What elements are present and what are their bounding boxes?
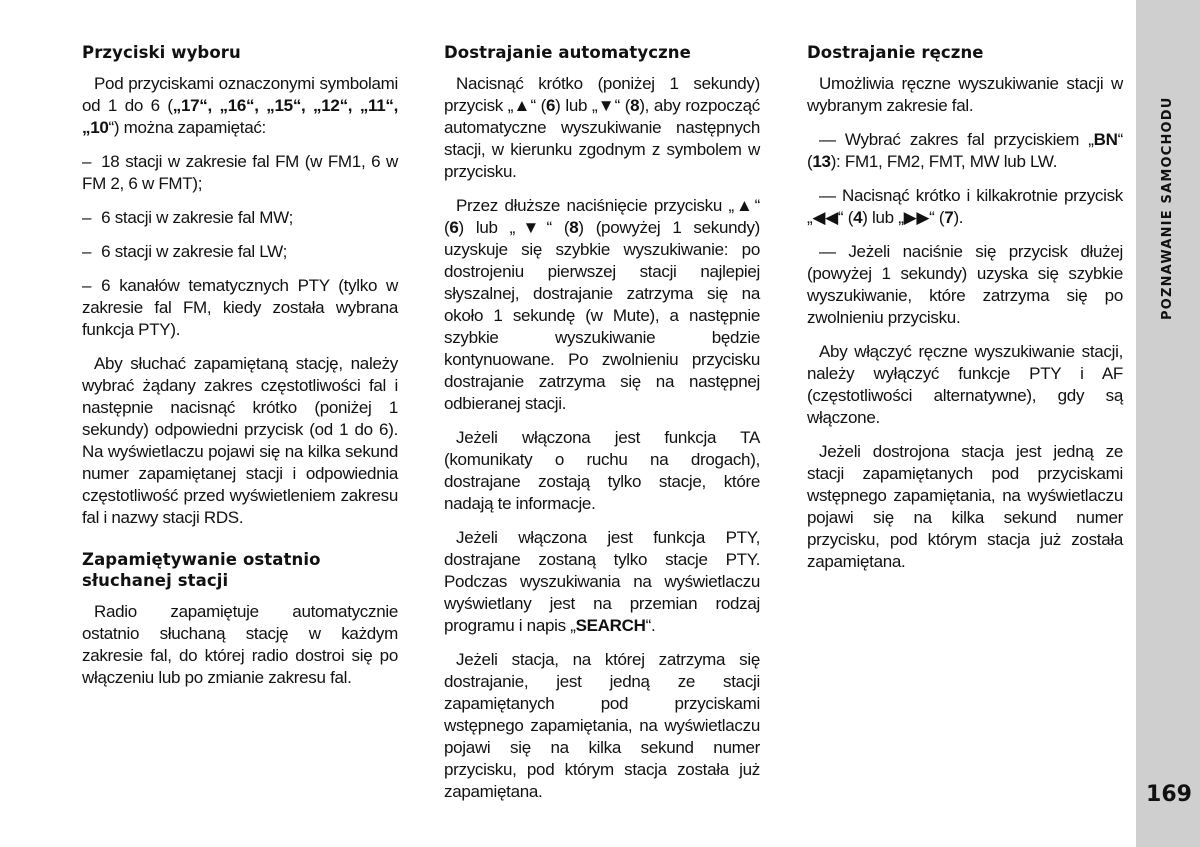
paragraph-last-station: Radio zapamiętuje automatycznie ostatnio słuchaną stację w każdym zakresie fal, do której radio dostroi się po włączeniu lub po zmianie zakresu fal.	[82, 602, 398, 687]
paragraph-preset-buttons: Pod przyciskami oznaczonymi symbolami od 1 do 6 („17“, „16“, „15“, „12“, „11“, „10“) można zapamiętać:	[82, 74, 399, 137]
column-left	[82, 42, 398, 701]
list-item: – 6 kanałów tematycznych PTY (tylko w zakresie fal FM, kiedy została wybrana funkcja PTY).	[82, 276, 398, 339]
paragraph-listen-stored: Aby słuchać zapamiętaną stację, należy wybrać żądany zakres częstotliwości fal i następnie nacisnąć krótko (poniżej 1 sekundy) odpowiedni przycisk (od 1 do 6). Na wyświetlaczu pojawi się na kilka sekund numer zapamiętanej stacji i odpowiednia częstotliwość przed wyświetleniem zakresu fal i nazwy stacji RDS.	[82, 354, 398, 527]
paragraph-manual-intro: Umożliwia ręczne wyszukiwanie stacji w wybranym zakresie fal.	[807, 74, 1123, 115]
heading-przyciski-wyboru: Przyciski wyboru	[82, 43, 241, 62]
column-middle	[444, 42, 760, 815]
paragraph-ta-function: Jeżeli włączona jest funkcja TA (komunikaty o ruchu na drogach), dostrajane zostają tylko stacje, które nadają te informacje.	[444, 428, 760, 513]
list-item: – 18 stacji w zakresie fal FM (w FM1, 6 w FM 2, 6 w FMT);	[82, 152, 398, 193]
list-item: – 6 stacji w zakresie fal LW;	[82, 242, 288, 261]
paragraph-disable-pty-af: Aby włączyć ręczne wyszukiwanie stacji, należy wyłączyć funkcje PTY i AF (częstotliwości alternatywne), gdy są włączone.	[807, 342, 1123, 427]
section-title: POZNAWANIE SAMOCHODU	[1160, 96, 1175, 320]
paragraph-press-buttons: — Nacisnąć krótko i kilkakrotnie przycisk „◀◀“ (4) lub „▶▶“ (7).	[807, 186, 1123, 227]
heading-last-station: Zapamiętywanie ostatnio słuchanej stacji	[82, 550, 321, 590]
heading-manual-tuning: Dostrajanie ręczne	[807, 43, 984, 62]
paragraph-stored-station: Jeżeli stacja, na której zatrzyma się dostrajanie, jest jedną ze stacji zapamiętanych pod przyciskami wstępnego zapamiętania, na wyświetlaczu pojawi się na kilka sekund numer przycisku, pod którym stacja została już zapamiętana.	[444, 650, 760, 801]
paragraph-select-band: — Wybrać zakres fal przyciskiem „BN“ (13): FM1, FM2, FMT, MW lub LW.	[807, 130, 1123, 171]
column-right	[807, 42, 1123, 585]
list-item: – 6 stacji w zakresie fal MW;	[82, 208, 294, 227]
heading-auto-tuning: Dostrajanie automatyczne	[444, 43, 691, 62]
paragraph-auto-tuning-short: Nacisnąć krótko (poniżej 1 sekundy) przycisk „▲“ (6) lub „▼“ (8), aby rozpocząć automatyczne wyszukiwanie następnych stacji, w kierunku zgodnym z symbolem w przycisku.	[444, 74, 761, 181]
paragraph-pty-function: Jeżeli włączona jest funkcja PTY, dostrajane zostaną tylko stacje PTY. Podczas wyszukiwania na wyświetlaczu wyświetlany jest na przemian rodzaj programu i napis „SEARCH“.	[444, 528, 760, 635]
page-number: 169	[1146, 782, 1192, 807]
paragraph-auto-tuning-long: Przez dłuższe naciśnięcie przycisku „▲“ (6) lub „▼“ (8) (powyżej 1 sekundy) uzyskuje się szybkie wyszukiwanie: po dostrojeniu pierwszej stacji najlepiej słyszalnej, dostrajanie zatrzyma się na około 1 sekundę (w Mute), a następnie szybkie wyszukiwanie będzie kontynuowane. Po zwolnieniu przycisku dostrajanie zatrzyma się na następnej odbieranej stacji.	[444, 196, 761, 413]
paragraph-fast-search: — Jeżeli naciśnie się przycisk dłużej (powyżej 1 sekundy) uzyska się szybkie wyszukiwanie, które zatrzyma się po zwolnieniu przycisku.	[807, 242, 1123, 327]
paragraph-stored-notice: Jeżeli dostrojona stacja jest jedną ze stacji zapamiętanych pod przyciskami wstępnego zapamiętania, na wyświetlaczu pojawi się na kilka sekund numer przycisku, pod którym stacja już została zapamiętana.	[807, 442, 1123, 571]
